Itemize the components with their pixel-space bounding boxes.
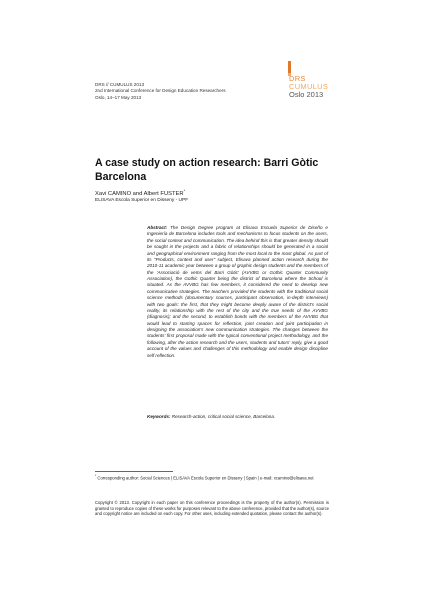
keywords-label: Keywords: <box>147 414 171 419</box>
keywords-text: Research-action, critical social science, Barcelona. <box>170 414 276 419</box>
logo-mark-icon <box>288 61 291 73</box>
copyright-notice: Copyright © 2013. Copyright in each paper on this conference proceedings is the property of the author(s). Permission is granted to reproduce copies of these works for purposes relevant to the above conference, provided that the author(s), source and copyright notice are included on each copy. For other uses, including extended quotation, please contact the author(s). <box>95 500 329 517</box>
abstract-text: The Design Degree program at Elisava Escuela Superior de Diseño e Ingeniería de Barcelona includes tools and mechanisms to focus students on the users, the social context and communication. The idea behind this is that greater density should be sought in the projects and a fabric of relationships should be generated in a social and geographical environment ranging from the most local to the most global. As part of its "Products, context and user" subject, Elisava planned action research during the 2010-11 academic year between a group of graphic design students and the members of the 'Associació de veïns del Barri Gòtic' (AVVBG or Gothic Quarter Community Association), the Gothic Quarter being the district of Barcelona where the School is situated. As the AVVBG has few members, it considered the need to develop new communicative strategies. The teachers provided the students with the traditional social science methods (documentary sources, participant observation, in-depth interviews) with two goals: the first, that they might become deeply aware of the district's social reality, its relationship with the rest of the city and the true needs of the AVVBG (diagnosis); and the second, to establish bonds with the members of the AVVBG that would lead to starting spaces for reflection, joint creation and joint participation in designing the association's new communication strategies. The changes between the students' first proposal made with the typical conventional project methodology, and the following, after the action research and the users, students and tutors' reply, give a good account of the values and challenges of this methodology and enable design discipline self reflection. <box>147 225 328 358</box>
footnote-divider <box>95 471 173 472</box>
conference-header-line2: 2nd International Conference for Design Education Researchers <box>95 88 226 94</box>
footnote-mark: * <box>95 474 97 478</box>
logo-line3: Oslo 2013 <box>289 90 324 99</box>
conference-header-line1: DRS // CUMULUS 2013 <box>95 82 145 87</box>
conference-header <box>95 82 226 101</box>
conference-header-line3: Oslo, 14–17 May 2013 <box>95 94 142 100</box>
abstract-label: Abstract: <box>147 225 168 230</box>
author-names: Xavi CAMINO and Albert FUSTER <box>95 190 184 197</box>
paper-authors <box>95 187 185 198</box>
conference-logo <box>288 61 328 105</box>
author-affiliation: ELISAVA Escola Superior en Disseny - UPF <box>95 198 189 203</box>
keywords <box>147 414 328 420</box>
paper-title: A case study on action research: Barri Gòtic Barcelona <box>95 157 319 183</box>
author-footnote-mark: * <box>183 188 186 193</box>
logo-line1: DRS <box>289 74 306 83</box>
footnote-text: Corresponding author: Social Sciences | ELISAVA Escola Superior en Disseny | Spain | e-mail: xcamino@elisava.net <box>96 475 314 481</box>
footnote <box>95 474 329 481</box>
logo-line2: CUMULUS <box>289 82 329 91</box>
abstract <box>147 225 328 359</box>
